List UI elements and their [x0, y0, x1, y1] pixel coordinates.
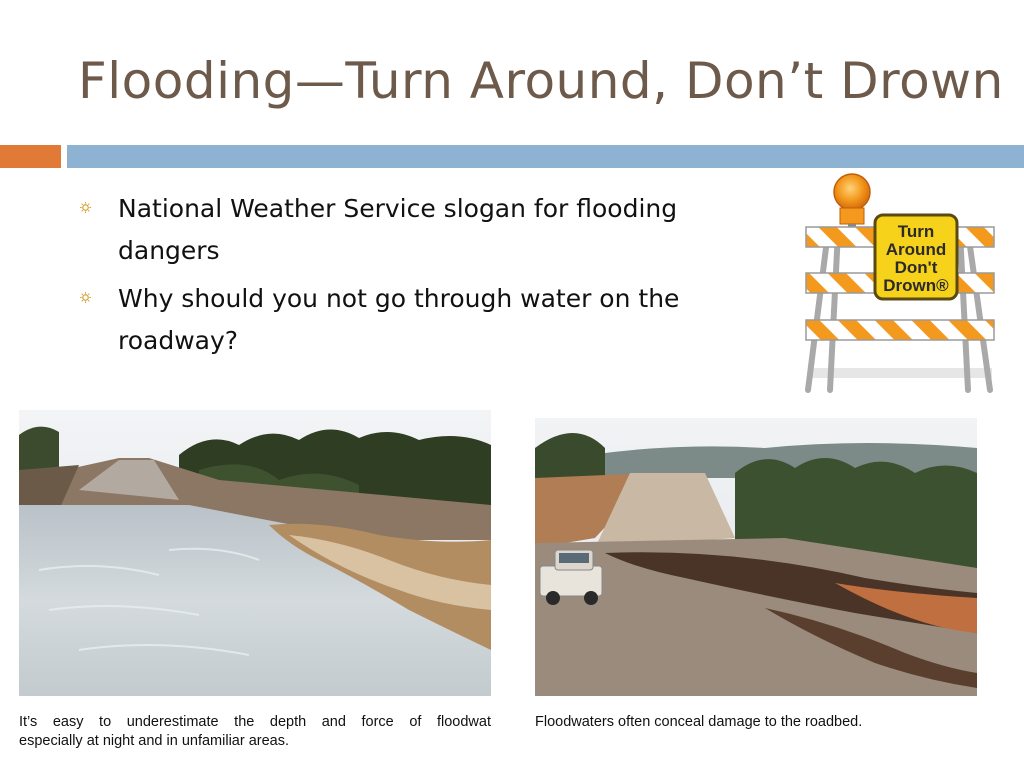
left-caption-line1: It’s easy to underestimate the depth and force of floodwat [19, 714, 491, 730]
sun-bullet-icon [80, 292, 91, 303]
accent-bar-orange [0, 145, 61, 168]
right-photo-caption: Floodwaters often conceal damage to the roadbed. [535, 714, 863, 730]
bullet-text: National Weather Service slogan for flooding dangers [118, 194, 678, 265]
sign-text-line3: Don't [894, 258, 938, 277]
sign-text-line4: Drown® [883, 276, 949, 295]
sun-bullet-icon [80, 202, 91, 213]
left-photo-caption [19, 713, 491, 751]
bullet-list [78, 188, 768, 368]
sign-text-line1: Turn [897, 222, 935, 241]
sign-text-line2: Around [885, 240, 947, 259]
flooded-road-photo [19, 410, 491, 696]
bullet-item [78, 278, 768, 362]
accent-bar-blue [67, 145, 1024, 168]
damaged-road-photo [535, 418, 977, 696]
bullet-item [78, 188, 768, 272]
slide-title: Flooding—Turn Around, Don’t Drown [78, 52, 1004, 110]
left-caption-line2: especially at night and in unfamiliar areas. [19, 733, 290, 749]
bullet-text: Why should you not go through water on the roadway? [118, 284, 680, 355]
barricade-sign-image [800, 172, 1000, 396]
